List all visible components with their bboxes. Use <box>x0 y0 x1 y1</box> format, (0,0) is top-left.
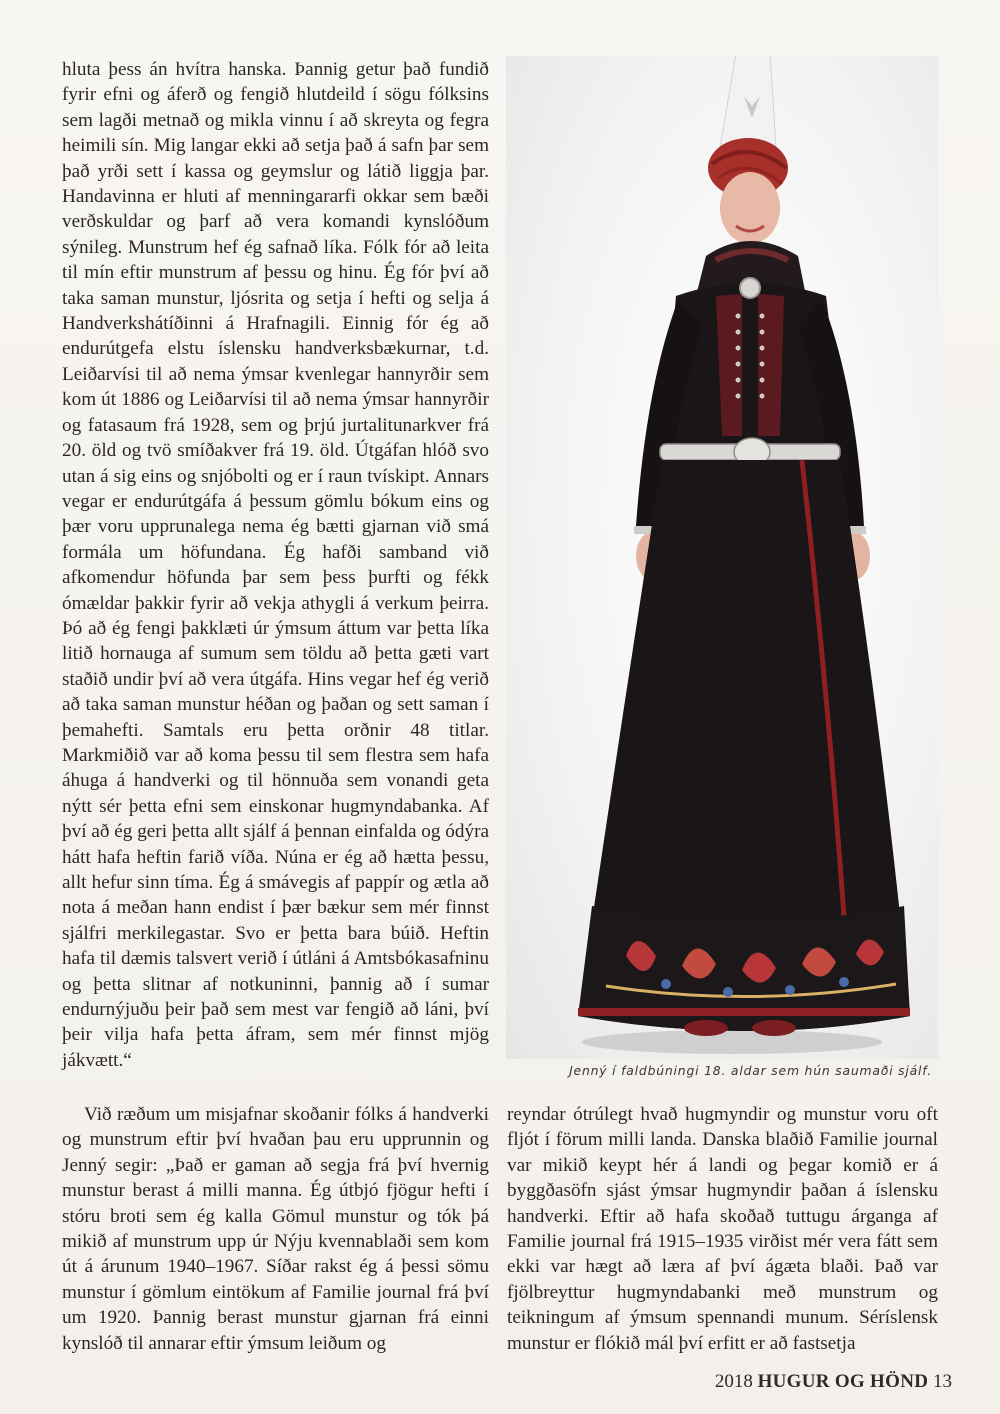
footer-page-number: 13 <box>933 1371 952 1392</box>
paragraph-bottom-left: Við ræðum um misjafnar skoðanir fólks á handverki og munstrum eftir því hvaðan þau eru upprunnin og Jenný segir: „Það er gaman að segja frá því hvernig munstur berast á milli manna. Ég útbjó fjögur hefti í stóru broti sem ég kalla Gömul munstur og tók þá mikið af munstrum upp úr Nýju kvennablaði sem kom út á árunum 1940–1967. Síðar rakst ég á þessi sömu munstur í gömlum eintökum af Familie journal frá því um 1920. Þannig berast munstur gjarnan frá einni kynslóð til annarar eftir ýmsum leiðum og <box>62 1104 489 1354</box>
costume-illustration <box>506 56 938 1059</box>
floor-shadow <box>582 1030 882 1054</box>
paragraph-bottom-right: reyndar ótrúlegt hvað hugmyndir og munstur voru oft fljót í förum milli landa. Danska blaðið Familie journal var mikið keypt hér á landi og þegar komið er á byggðasöfn sjást ýmsar hugmyndir þaðan á íslensku handverki. Eftir að hafa skoðað tuttugu árganga af Familie journal frá 1915–1935 virðist mér vera fátt sem ekki var hægt að læra af því ágæta blaði. Það var fjölbreyttur hugmyndabanki með munstrum og teikningum af ýmsum spennandi munum. Séríslensk munstur er flókið mál því erfitt er að fastsetja <box>507 1104 938 1354</box>
face <box>720 172 780 244</box>
footer-magazine-title: HUGUR OG HÖND <box>757 1371 929 1392</box>
left-column-top <box>62 57 489 1073</box>
right-column-bottom <box>507 1102 938 1356</box>
paragraph-top-left: hluta þess án hvítra hanska. Þannig getur það fundið fyrir efni og áferð og fengið hlutdeild í sögu fólksins sem lagði metnað og mikla vinnu í að skreyta og fegra heimili sín. Mig langar ekki að setja það á safn þar sem það yrði sett í kassa og geymslur og látið liggja þar. Handavinna er hluti af menningararfi okkar sem bæði verðskuldar og þarf að vera komandi kynslóðum sýnileg. Munstrum hef ég safnað líka. Fólk fór að leita til mín eftir munstrum af þessu og hinu. Ég fór því að taka saman munstur, ljósrita og setja í hefti og selja á Handverkshátíðinni á Hrafnagili. Einnig fór ég að endurútgefa elstu íslensku handverksbækurnar, t.d. Leiðarvísi til að nema ýmsar kvenlegar hannyrðir sem kom út 1886 og Leiðarvísi til að nema ýmsar hannyrðir og fatasaum frá 1928, sem og þrjú jurtalitunarkver frá 20. öld og tvö smíðakver frá 19. öld. Útgáfan hlóð svo utan á sig eins og snjóbolti og er í raun tvískipt. Annars vegar er endurútgáfa á þessum gömlu bókum eins og þær voru upprunalega nema ég bætti gjarnan við smá formála um höfundana. Ég hafði samband við afkomendur höfunda þar sem þess þurfti og fékk ómældar þakkir fyrir að vekja athygli á verkum þeirra. Þó að ég fengi þakklæti úr ýmsum áttum var þetta líka litið hornauga af sumum sem töldu að þetta gæti vart staðið undir því að vera útgáfa. Hins vegar hef ég verið að taka saman munstur héðan og þaðan og sett saman í þemahefti. Samtals eru þetta orðnir 48 titlar. Markmiðið var að koma þessu til sem flestra sem hafa áhuga á handverki og til hönnuða sem vonandi geta nýtt sér þetta efni sem einskonar hugmyndabanka. Af því að ég geri þetta allt sjálf á þennan einfalda og ódýra hátt hafa heftin farið víða. Núna er ég að hætta þessu, allt hefur sinn tíma. Ég á smávegis af pappír og ætla að nota á meðan hann endist í þær bækur sem mér finnst sjálfri merkilegastar. Svo er þetta bara búið. Heftin hafa til dæmis talsvert verið í útláni á Amtsbókasafninu og þetta slitnar af notkuninni, þannig að í sumar endurnýjuðu þeir það sem mest var fengið að láni, því þeir vilja hafa þetta áfram, sem mér finnst mjög jákvætt.“ <box>62 59 489 1071</box>
portrait-photo <box>506 56 938 1059</box>
footer-year: 2018 <box>714 1371 753 1392</box>
page-footer <box>715 1371 952 1393</box>
silver-brooch <box>740 278 760 298</box>
photo-caption: Jenný í faldbúningi 18. aldar sem hún saumaði sjálf. <box>569 1063 932 1078</box>
left-column-bottom <box>62 1102 489 1356</box>
